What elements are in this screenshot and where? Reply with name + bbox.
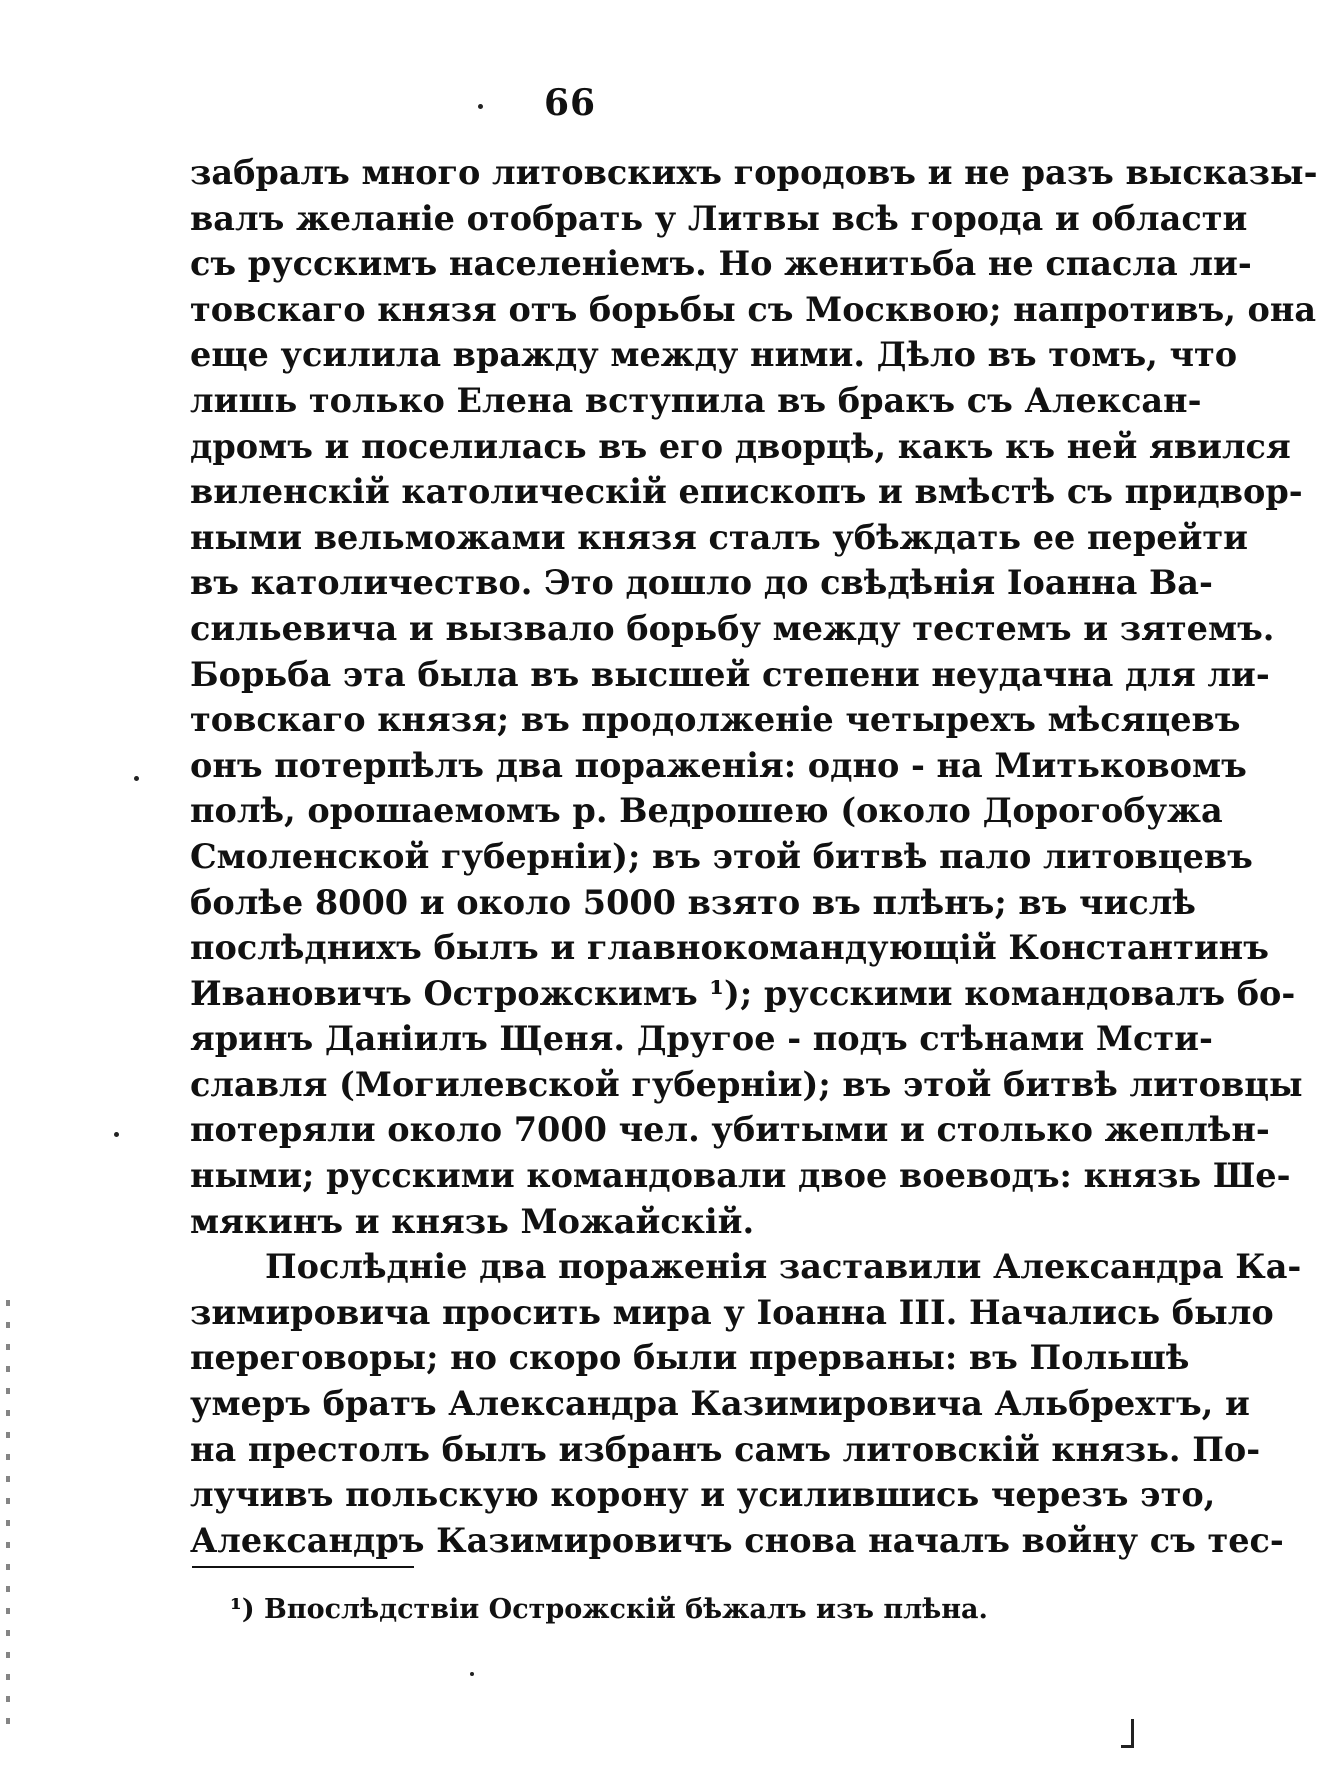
text-line: переговоры; но скоро были прерваны: въ Польшѣ bbox=[190, 1338, 1190, 1378]
text-line: полѣ, орошаемомъ р. Ведрошею (около Дорогобужа bbox=[190, 791, 1223, 831]
text-line: виленскій католическій епископъ и вмѣстѣ съ придвор- bbox=[190, 472, 1303, 512]
text-line: забралъ много литовскихъ городовъ и не разъ высказы- bbox=[190, 153, 1318, 192]
text-line: въ католичество. Это дошло до свѣдѣнія Іоанна Ва- bbox=[190, 563, 1213, 603]
footnote-text: Впослѣдствіи Острожскій бѣжалъ изъ плѣна. bbox=[264, 1594, 988, 1625]
text-line: ными вельможами князя сталъ убѣждать ее перейти bbox=[190, 517, 1249, 557]
text-line: болѣе 8000 и около 5000 взято въ плѣнъ; въ числѣ bbox=[190, 882, 1196, 922]
text-line: онъ потерпѣлъ два пораженія: одно - на Митьковомъ bbox=[190, 745, 1247, 785]
footnote-divider bbox=[192, 1566, 414, 1568]
text-line: товскаго князя; въ продолженіе четырехъ мѣсяцевъ bbox=[190, 700, 1241, 740]
scan-corner-mark bbox=[1121, 1719, 1134, 1748]
text-line: потеряли около 7000 чел. убитыми и столько жеплѣн- bbox=[190, 1110, 1270, 1150]
body-text bbox=[190, 150, 1318, 1563]
paragraph-first-line: Послѣдніе два пораженія заставили Александра Ка- bbox=[265, 1247, 1302, 1287]
text-line: умеръ братъ Александра Казимировича Альбрехтъ, и bbox=[190, 1384, 1250, 1424]
scan-edge-marks bbox=[6, 1300, 10, 1740]
text-line: дромъ и поселилась въ его дворцѣ, какъ къ ней явился bbox=[190, 426, 1291, 466]
text-line: мякинъ и князь Можайскій. bbox=[190, 1201, 755, 1241]
text-line: сильевича и вызвало борьбу между тестемъ и зятемъ. bbox=[190, 608, 1275, 648]
text-line: зимировича просить мира у Іоанна III. Начались было bbox=[190, 1292, 1274, 1332]
text-line: валъ желаніе отобрать у Литвы всѣ города и области bbox=[190, 198, 1248, 238]
text-line: яринъ Даніилъ Щеня. Другое - подъ стѣнами Мсти- bbox=[190, 1019, 1213, 1059]
text-line: славля (Могилевской губерніи); въ этой битвѣ литовцы bbox=[190, 1064, 1303, 1104]
text-line: еще усилила вражду между ними. Дѣло въ томъ, что bbox=[190, 335, 1238, 375]
scan-speck bbox=[134, 776, 139, 781]
text-line: Ивановичъ Острожскимъ ¹); русскими командовалъ бо- bbox=[190, 973, 1296, 1013]
text-line: съ русскимъ населеніемъ. Но женитьба не спасла ли- bbox=[190, 244, 1252, 284]
text-line: послѣднихъ былъ и главнокомандующій Константинъ bbox=[190, 928, 1269, 968]
scan-speck bbox=[478, 104, 483, 109]
footnote bbox=[230, 1594, 988, 1625]
text-line: Борьба эта была въ высшей степени неудачна для ли- bbox=[190, 654, 1270, 694]
text-line: на престолъ былъ избранъ самъ литовскій князь. По- bbox=[190, 1429, 1261, 1469]
text-line: Александръ Казимировичъ снова началъ войну съ тес- bbox=[190, 1520, 1284, 1560]
scan-speck bbox=[114, 1132, 119, 1137]
text-line: ными; русскими командовали двое воеводъ: князь Ше- bbox=[190, 1156, 1291, 1196]
text-line: товскаго князя отъ борьбы съ Москвою; напротивъ, она bbox=[190, 289, 1317, 329]
footnote-marker: ¹) bbox=[230, 1594, 255, 1625]
text-line: лишь только Елена вступила въ бракъ съ Алексан- bbox=[190, 380, 1202, 420]
page-number: 66 bbox=[543, 82, 597, 124]
text-line: лучивъ польскую корону и усилившись черезъ это, bbox=[190, 1475, 1216, 1515]
text-line: Смоленской губерніи); въ этой битвѣ пало литовцевъ bbox=[190, 836, 1253, 876]
scan-speck bbox=[470, 1672, 474, 1676]
